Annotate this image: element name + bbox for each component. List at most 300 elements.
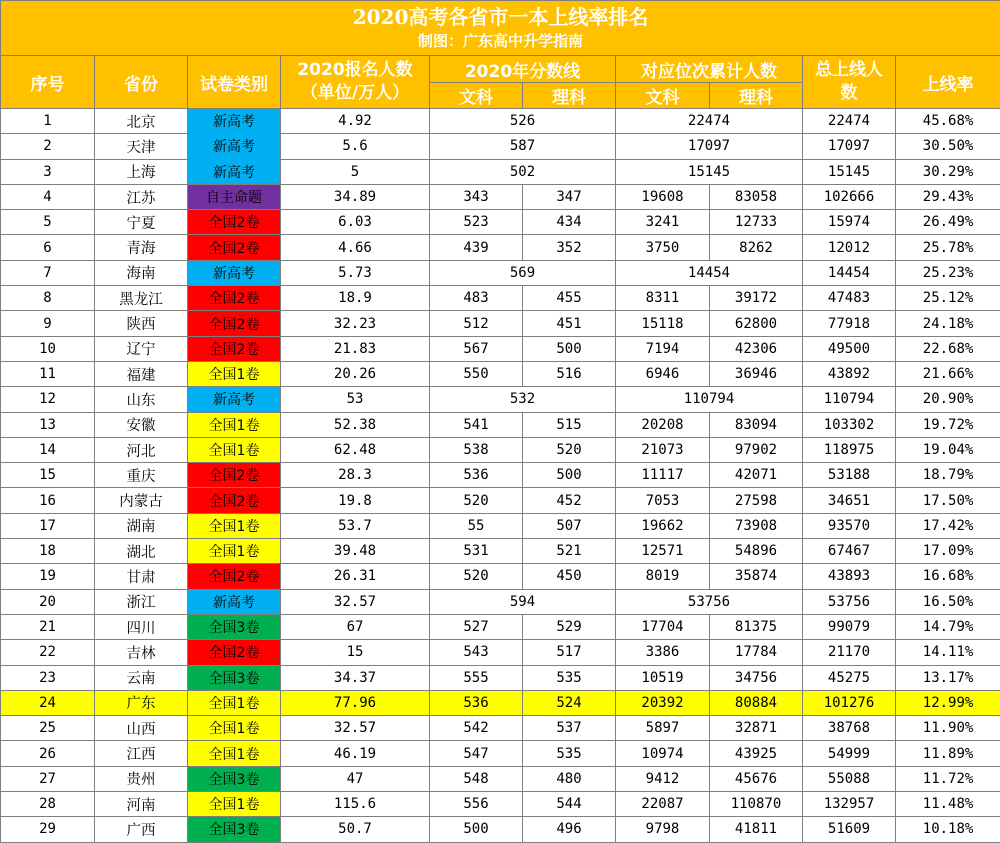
cell-total: 22474 — [803, 109, 896, 134]
cell-index: 6 — [1, 235, 95, 260]
cell-cutoff-liberal: 439 — [430, 235, 523, 260]
cell-total: 53188 — [803, 463, 896, 488]
table-row — [1, 589, 1000, 614]
table-row — [1, 311, 1000, 336]
cell-cutoff-science: 451 — [523, 311, 616, 336]
cell-index: 10 — [1, 336, 95, 361]
table-header — [1, 1, 1000, 109]
cell-cumulative-combined: 22474 — [616, 109, 803, 134]
cell-paper-type: 新高考 — [188, 387, 281, 412]
cell-total: 54999 — [803, 741, 896, 766]
cell-paper-type: 全国1卷 — [188, 690, 281, 715]
cell-cutoff-liberal: 556 — [430, 792, 523, 817]
table-row — [1, 792, 1000, 817]
table-row — [1, 134, 1000, 159]
cell-cumulative-liberal: 8311 — [616, 286, 710, 311]
cutoff-science-header: 理科 — [523, 83, 616, 109]
cell-cutoff-liberal: 536 — [430, 690, 523, 715]
cell-cutoff-liberal: 512 — [430, 311, 523, 336]
page-subtitle: 制图：广东高中升学指南 — [1, 30, 1000, 52]
cell-cutoff-liberal: 343 — [430, 184, 523, 209]
cell-cumulative-liberal: 22087 — [616, 792, 710, 817]
cell-paper-type: 全国2卷 — [188, 640, 281, 665]
cell-rate: 29.43% — [896, 184, 1000, 209]
table-row — [1, 513, 1000, 538]
cell-cumulative-liberal: 21073 — [616, 437, 710, 462]
cell-applicants: 32.57 — [281, 589, 430, 614]
title-cell — [1, 1, 1000, 56]
cell-index: 29 — [1, 817, 95, 842]
cell-index: 9 — [1, 311, 95, 336]
cell-cumulative-science: 83094 — [710, 412, 803, 437]
cell-applicants: 34.37 — [281, 665, 430, 690]
header-row-1 — [1, 56, 1000, 83]
cell-cumulative-science: 42306 — [710, 336, 803, 361]
table-row — [1, 463, 1000, 488]
cell-total: 110794 — [803, 387, 896, 412]
cell-paper-type: 新高考 — [188, 260, 281, 285]
cell-rate: 30.29% — [896, 159, 1000, 184]
cell-rate: 17.09% — [896, 539, 1000, 564]
cell-index: 20 — [1, 589, 95, 614]
cell-paper-type: 全国2卷 — [188, 336, 281, 361]
cell-paper-type: 全国3卷 — [188, 665, 281, 690]
cell-total: 17097 — [803, 134, 896, 159]
cell-cutoff-science: 434 — [523, 210, 616, 235]
cell-applicants: 67 — [281, 614, 430, 639]
total-header-line1: 总上线人 — [803, 59, 895, 82]
cell-province: 甘肃 — [95, 564, 188, 589]
cell-rate: 22.68% — [896, 336, 1000, 361]
cell-rate: 19.72% — [896, 412, 1000, 437]
table-row — [1, 488, 1000, 513]
cell-paper-type: 全国3卷 — [188, 817, 281, 842]
cell-province: 福建 — [95, 361, 188, 386]
cell-cumulative-science: 81375 — [710, 614, 803, 639]
cell-applicants: 4.92 — [281, 109, 430, 134]
cell-cutoff-science: 452 — [523, 488, 616, 513]
cutoff-liberal-header: 文科 — [430, 83, 523, 109]
cell-paper-type: 全国2卷 — [188, 564, 281, 589]
cell-cutoff-liberal: 547 — [430, 741, 523, 766]
table-row — [1, 539, 1000, 564]
cell-total: 21170 — [803, 640, 896, 665]
cell-cutoff-science: 450 — [523, 564, 616, 589]
cell-paper-type: 全国3卷 — [188, 766, 281, 791]
cell-index: 27 — [1, 766, 95, 791]
cell-rate: 11.90% — [896, 716, 1000, 741]
total-header-line2: 数 — [803, 82, 895, 105]
cell-cumulative-science: 83058 — [710, 184, 803, 209]
cell-cutoff-combined: 569 — [430, 260, 616, 285]
cell-total: 15145 — [803, 159, 896, 184]
cell-index: 7 — [1, 260, 95, 285]
cell-cumulative-science: 45676 — [710, 766, 803, 791]
cell-province: 安徽 — [95, 412, 188, 437]
cell-cutoff-science: 535 — [523, 741, 616, 766]
cell-cutoff-science: 520 — [523, 437, 616, 462]
table-body — [1, 109, 1000, 843]
cell-total: 38768 — [803, 716, 896, 741]
cell-index: 28 — [1, 792, 95, 817]
cell-rate: 18.79% — [896, 463, 1000, 488]
cell-rate: 17.50% — [896, 488, 1000, 513]
table-row — [1, 361, 1000, 386]
table-row — [1, 387, 1000, 412]
cell-province: 河南 — [95, 792, 188, 817]
cell-total: 47483 — [803, 286, 896, 311]
cell-cumulative-science: 32871 — [710, 716, 803, 741]
cell-cutoff-science: 347 — [523, 184, 616, 209]
cell-province: 四川 — [95, 614, 188, 639]
cell-cutoff-combined: 587 — [430, 134, 616, 159]
cell-province: 海南 — [95, 260, 188, 285]
cell-province: 内蒙古 — [95, 488, 188, 513]
cell-province: 天津 — [95, 134, 188, 159]
cell-cumulative-liberal: 7194 — [616, 336, 710, 361]
cell-applicants: 47 — [281, 766, 430, 791]
cell-applicants: 39.48 — [281, 539, 430, 564]
cell-paper-type: 自主命题 — [188, 184, 281, 209]
cell-applicants: 52.38 — [281, 412, 430, 437]
cell-cutoff-science: 480 — [523, 766, 616, 791]
cell-index: 8 — [1, 286, 95, 311]
cell-cumulative-science: 80884 — [710, 690, 803, 715]
cell-total: 55088 — [803, 766, 896, 791]
cell-cumulative-science: 39172 — [710, 286, 803, 311]
cell-province: 浙江 — [95, 589, 188, 614]
cell-cutoff-science: 537 — [523, 716, 616, 741]
cell-rate: 30.50% — [896, 134, 1000, 159]
cell-applicants: 53 — [281, 387, 430, 412]
cell-cutoff-liberal: 536 — [430, 463, 523, 488]
cell-paper-type: 全国1卷 — [188, 437, 281, 462]
cell-cutoff-combined: 502 — [430, 159, 616, 184]
col-applicants-header — [281, 56, 430, 109]
cell-applicants: 19.8 — [281, 488, 430, 513]
cell-cutoff-science: 352 — [523, 235, 616, 260]
cell-cutoff-liberal: 520 — [430, 488, 523, 513]
col-rate-header: 上线率 — [896, 56, 1000, 109]
cell-applicants: 32.57 — [281, 716, 430, 741]
cell-paper-type: 全国1卷 — [188, 539, 281, 564]
cell-applicants: 5.6 — [281, 134, 430, 159]
cell-applicants: 26.31 — [281, 564, 430, 589]
cell-cumulative-science: 42071 — [710, 463, 803, 488]
cell-province: 湖北 — [95, 539, 188, 564]
cell-cumulative-liberal: 20208 — [616, 412, 710, 437]
cell-rate: 14.79% — [896, 614, 1000, 639]
table-row — [1, 690, 1000, 715]
cell-total: 43893 — [803, 564, 896, 589]
cell-total: 99079 — [803, 614, 896, 639]
cell-index: 22 — [1, 640, 95, 665]
cell-total: 34651 — [803, 488, 896, 513]
cell-index: 2 — [1, 134, 95, 159]
cell-total: 102666 — [803, 184, 896, 209]
table-row — [1, 817, 1000, 842]
cell-cumulative-liberal: 3386 — [616, 640, 710, 665]
cell-cutoff-liberal: 527 — [430, 614, 523, 639]
cell-paper-type: 新高考 — [188, 109, 281, 134]
cell-applicants: 21.83 — [281, 336, 430, 361]
table-row — [1, 184, 1000, 209]
cell-applicants: 77.96 — [281, 690, 430, 715]
cell-province: 江西 — [95, 741, 188, 766]
col-paper-type-header: 试卷类别 — [188, 56, 281, 109]
cell-index: 4 — [1, 184, 95, 209]
cell-applicants: 4.66 — [281, 235, 430, 260]
cell-paper-type: 全国1卷 — [188, 361, 281, 386]
applicants-header-line1: 2020报名人数 — [281, 59, 429, 82]
cell-total: 103302 — [803, 412, 896, 437]
cell-applicants: 15 — [281, 640, 430, 665]
cell-cumulative-science: 54896 — [710, 539, 803, 564]
cell-cumulative-combined: 110794 — [616, 387, 803, 412]
cell-cumulative-combined: 17097 — [616, 134, 803, 159]
cell-applicants: 20.26 — [281, 361, 430, 386]
cell-province: 贵州 — [95, 766, 188, 791]
table-row — [1, 159, 1000, 184]
cell-rate: 12.99% — [896, 690, 1000, 715]
cell-cutoff-liberal: 548 — [430, 766, 523, 791]
cell-rate: 20.90% — [896, 387, 1000, 412]
cell-cumulative-science: 8262 — [710, 235, 803, 260]
cell-cumulative-liberal: 9412 — [616, 766, 710, 791]
cell-total: 45275 — [803, 665, 896, 690]
cell-paper-type: 全国1卷 — [188, 792, 281, 817]
cell-applicants: 5 — [281, 159, 430, 184]
cell-rate: 45.68% — [896, 109, 1000, 134]
cell-cutoff-liberal: 483 — [430, 286, 523, 311]
cell-cumulative-science: 34756 — [710, 665, 803, 690]
col-cumulative-header: 对应位次累计人数 — [616, 56, 803, 83]
cell-paper-type: 全国2卷 — [188, 235, 281, 260]
cell-cutoff-liberal: 567 — [430, 336, 523, 361]
cell-rate: 21.66% — [896, 361, 1000, 386]
cell-cutoff-liberal: 520 — [430, 564, 523, 589]
cell-province: 江苏 — [95, 184, 188, 209]
cell-cutoff-science: 496 — [523, 817, 616, 842]
cell-cutoff-combined: 532 — [430, 387, 616, 412]
cell-index: 24 — [1, 690, 95, 715]
cell-rate: 19.04% — [896, 437, 1000, 462]
cell-cumulative-liberal: 20392 — [616, 690, 710, 715]
table-row — [1, 210, 1000, 235]
applicants-header-line2: （单位/万人） — [281, 82, 429, 105]
cell-applicants: 5.73 — [281, 260, 430, 285]
cell-index: 21 — [1, 614, 95, 639]
cell-cumulative-science: 36946 — [710, 361, 803, 386]
cell-rate: 11.48% — [896, 792, 1000, 817]
cell-cutoff-science: 521 — [523, 539, 616, 564]
title-row — [1, 1, 1000, 56]
table-row — [1, 336, 1000, 361]
table-row — [1, 640, 1000, 665]
table-row — [1, 766, 1000, 791]
cell-cutoff-science: 500 — [523, 463, 616, 488]
cell-cutoff-liberal: 538 — [430, 437, 523, 462]
cell-cutoff-combined: 594 — [430, 589, 616, 614]
cell-cutoff-liberal: 500 — [430, 817, 523, 842]
cell-cutoff-science: 535 — [523, 665, 616, 690]
cell-cumulative-liberal: 10974 — [616, 741, 710, 766]
cell-cutoff-combined: 526 — [430, 109, 616, 134]
cell-cumulative-combined: 15145 — [616, 159, 803, 184]
cell-rate: 11.72% — [896, 766, 1000, 791]
cell-cumulative-combined: 53756 — [616, 589, 803, 614]
cell-province: 云南 — [95, 665, 188, 690]
cell-cutoff-liberal: 555 — [430, 665, 523, 690]
table-row — [1, 235, 1000, 260]
cell-index: 15 — [1, 463, 95, 488]
cell-cumulative-science: 97902 — [710, 437, 803, 462]
table-row — [1, 716, 1000, 741]
cell-applicants: 18.9 — [281, 286, 430, 311]
cell-cumulative-liberal: 3750 — [616, 235, 710, 260]
cell-cumulative-liberal: 7053 — [616, 488, 710, 513]
cell-province: 北京 — [95, 109, 188, 134]
cell-paper-type: 全国2卷 — [188, 463, 281, 488]
cumulative-science-header: 理科 — [710, 83, 803, 109]
cell-total: 77918 — [803, 311, 896, 336]
cell-cutoff-liberal: 550 — [430, 361, 523, 386]
cell-applicants: 46.19 — [281, 741, 430, 766]
cell-applicants: 62.48 — [281, 437, 430, 462]
cell-paper-type: 全国2卷 — [188, 488, 281, 513]
cell-index: 16 — [1, 488, 95, 513]
table-row — [1, 286, 1000, 311]
cell-applicants: 115.6 — [281, 792, 430, 817]
cumulative-liberal-header: 文科 — [616, 83, 710, 109]
cell-cumulative-science: 35874 — [710, 564, 803, 589]
cell-total: 67467 — [803, 539, 896, 564]
cell-province: 陕西 — [95, 311, 188, 336]
cell-cutoff-science: 515 — [523, 412, 616, 437]
cell-rate: 10.18% — [896, 817, 1000, 842]
col-province-header: 省份 — [95, 56, 188, 109]
cell-total: 43892 — [803, 361, 896, 386]
cell-total: 132957 — [803, 792, 896, 817]
col-index-header: 序号 — [1, 56, 95, 109]
cell-cumulative-science: 110870 — [710, 792, 803, 817]
cell-paper-type: 全国2卷 — [188, 311, 281, 336]
cell-province: 湖南 — [95, 513, 188, 538]
cell-rate: 16.68% — [896, 564, 1000, 589]
cell-cutoff-science: 517 — [523, 640, 616, 665]
cell-cumulative-liberal: 8019 — [616, 564, 710, 589]
cell-cutoff-liberal: 523 — [430, 210, 523, 235]
cell-rate: 13.17% — [896, 665, 1000, 690]
cell-cumulative-liberal: 9798 — [616, 817, 710, 842]
cell-province: 吉林 — [95, 640, 188, 665]
cell-cutoff-liberal: 542 — [430, 716, 523, 741]
cell-index: 11 — [1, 361, 95, 386]
cell-index: 14 — [1, 437, 95, 462]
cell-applicants: 50.7 — [281, 817, 430, 842]
cell-total: 101276 — [803, 690, 896, 715]
cell-province: 山东 — [95, 387, 188, 412]
cell-paper-type: 全国1卷 — [188, 513, 281, 538]
table-row — [1, 109, 1000, 134]
cell-applicants: 6.03 — [281, 210, 430, 235]
cell-total: 14454 — [803, 260, 896, 285]
cell-total: 49500 — [803, 336, 896, 361]
table-row — [1, 564, 1000, 589]
cell-cumulative-liberal: 15118 — [616, 311, 710, 336]
cell-paper-type: 新高考 — [188, 589, 281, 614]
cell-paper-type: 全国3卷 — [188, 614, 281, 639]
cell-rate: 11.89% — [896, 741, 1000, 766]
cell-paper-type: 全国2卷 — [188, 210, 281, 235]
cell-cumulative-liberal: 6946 — [616, 361, 710, 386]
cell-rate: 25.78% — [896, 235, 1000, 260]
cell-cutoff-science: 507 — [523, 513, 616, 538]
cell-cutoff-liberal: 543 — [430, 640, 523, 665]
cell-province: 黑龙江 — [95, 286, 188, 311]
cell-total: 12012 — [803, 235, 896, 260]
cell-index: 23 — [1, 665, 95, 690]
cell-province: 重庆 — [95, 463, 188, 488]
cell-rate: 25.23% — [896, 260, 1000, 285]
cell-index: 5 — [1, 210, 95, 235]
cell-index: 25 — [1, 716, 95, 741]
cell-cutoff-science: 524 — [523, 690, 616, 715]
cell-total: 93570 — [803, 513, 896, 538]
cell-index: 3 — [1, 159, 95, 184]
cell-index: 12 — [1, 387, 95, 412]
cell-cutoff-liberal: 541 — [430, 412, 523, 437]
cell-cumulative-science: 43925 — [710, 741, 803, 766]
cell-index: 1 — [1, 109, 95, 134]
cell-cutoff-science: 500 — [523, 336, 616, 361]
col-total-header — [803, 56, 896, 109]
cell-applicants: 32.23 — [281, 311, 430, 336]
cell-cumulative-science: 27598 — [710, 488, 803, 513]
cell-cumulative-science: 41811 — [710, 817, 803, 842]
cell-rate: 26.49% — [896, 210, 1000, 235]
cell-rate: 24.18% — [896, 311, 1000, 336]
cell-index: 13 — [1, 412, 95, 437]
cell-cutoff-science: 544 — [523, 792, 616, 817]
cell-cumulative-liberal: 11117 — [616, 463, 710, 488]
cell-cumulative-science: 62800 — [710, 311, 803, 336]
table-row — [1, 437, 1000, 462]
cell-cumulative-science: 17784 — [710, 640, 803, 665]
cell-cumulative-science: 12733 — [710, 210, 803, 235]
table-row — [1, 614, 1000, 639]
cell-index: 18 — [1, 539, 95, 564]
table-row — [1, 665, 1000, 690]
cell-cumulative-combined: 14454 — [616, 260, 803, 285]
cell-paper-type: 全国2卷 — [188, 286, 281, 311]
cell-cumulative-liberal: 12571 — [616, 539, 710, 564]
cell-paper-type: 全国1卷 — [188, 741, 281, 766]
cell-rate: 16.50% — [896, 589, 1000, 614]
cell-province: 广东 — [95, 690, 188, 715]
cell-province: 辽宁 — [95, 336, 188, 361]
cell-cumulative-science: 73908 — [710, 513, 803, 538]
col-cutoff-header: 2020年分数线 — [430, 56, 616, 83]
cell-cutoff-liberal: 531 — [430, 539, 523, 564]
cell-index: 17 — [1, 513, 95, 538]
cell-applicants: 34.89 — [281, 184, 430, 209]
cell-cumulative-liberal: 19662 — [616, 513, 710, 538]
cell-cumulative-liberal: 3241 — [616, 210, 710, 235]
cell-cumulative-liberal: 5897 — [616, 716, 710, 741]
cell-paper-type: 全国1卷 — [188, 412, 281, 437]
cell-province: 青海 — [95, 235, 188, 260]
